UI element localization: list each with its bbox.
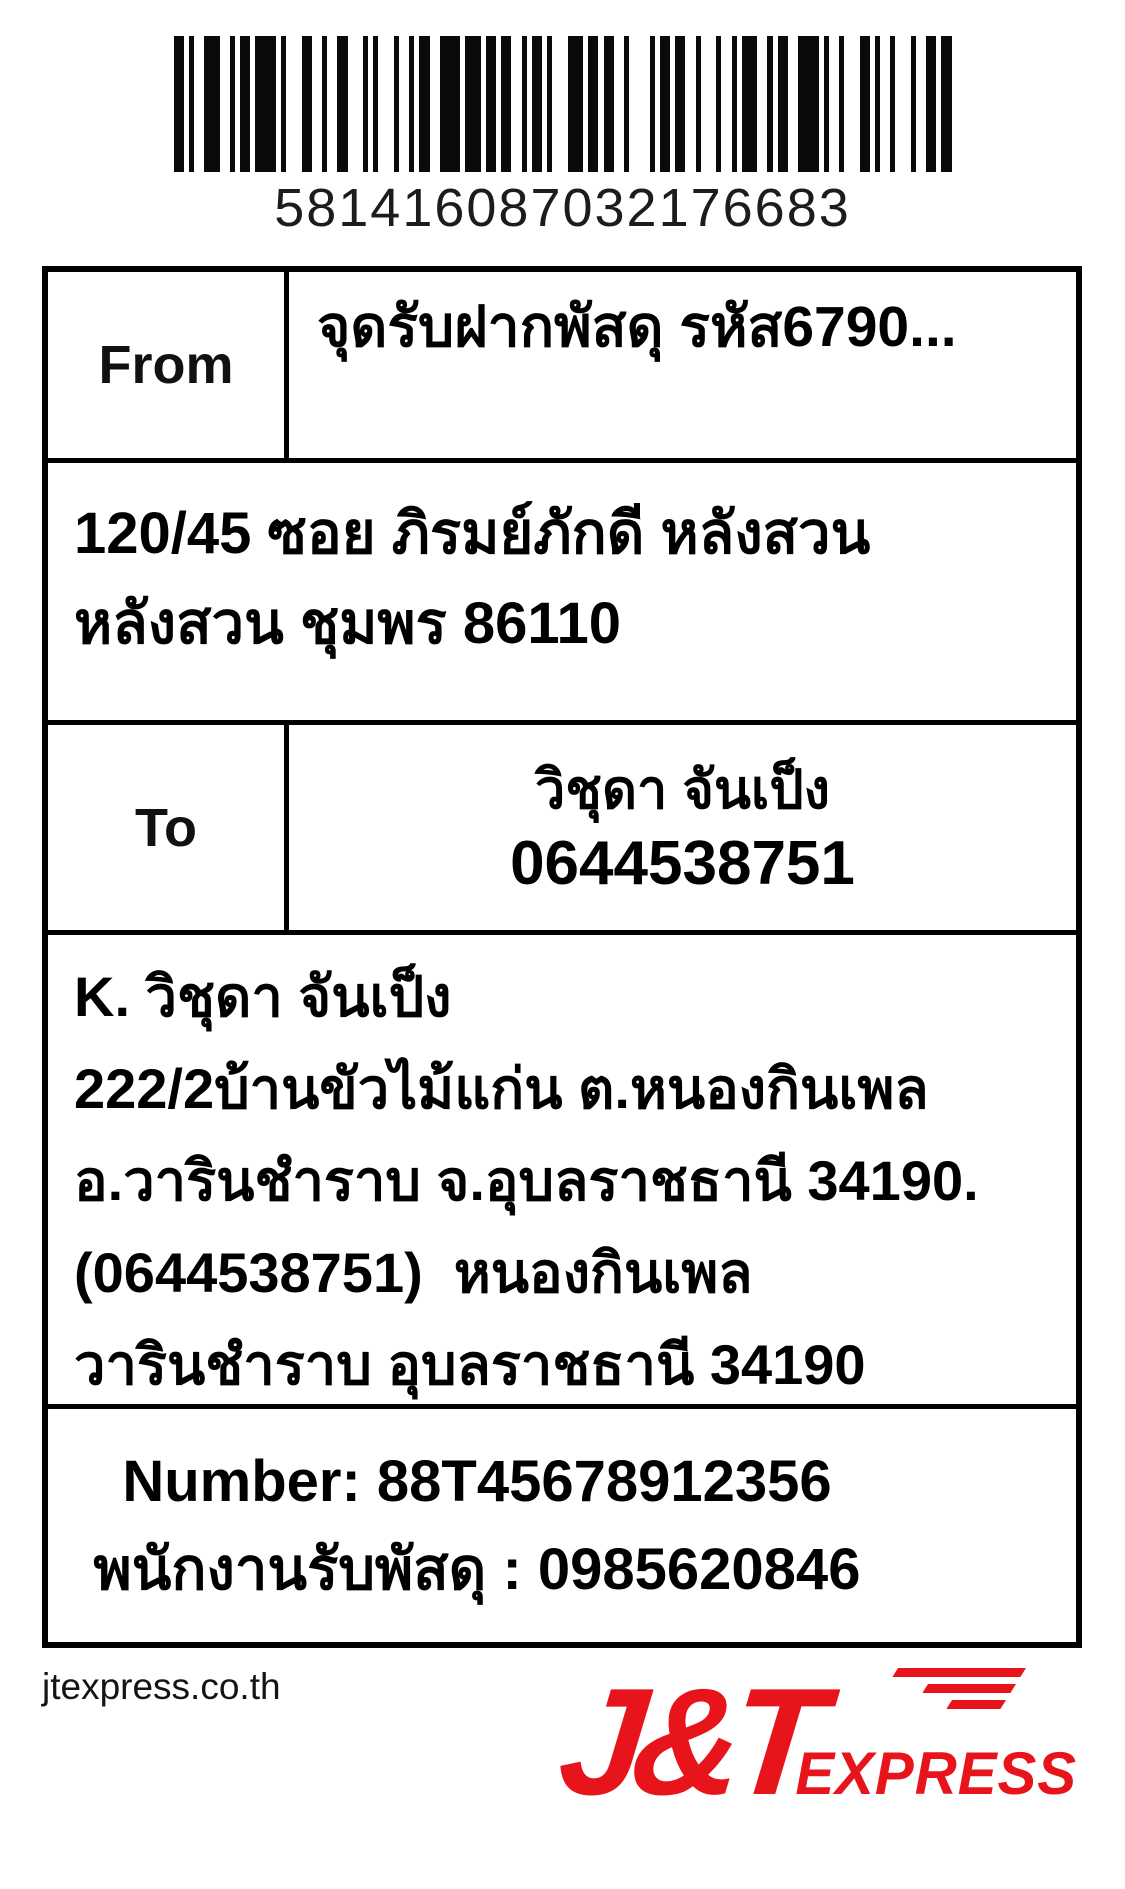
tracking-number-row [48, 1404, 1076, 1642]
from-row [48, 272, 1076, 458]
barcode-number: 581416087032176683 [274, 178, 851, 238]
sender-address-line2: หลังสวน ชุมพร 86110 [74, 591, 622, 656]
recipient-name: วิชุดา จันเป็ง [534, 759, 831, 820]
website-url: jtexpress.co.th [42, 1666, 281, 1707]
recipient-phone: 0644538751 [510, 828, 855, 898]
to-label: To [48, 725, 289, 930]
courier-staff-number: พนักงานรับพัสดุ : 0985620846 [93, 1536, 861, 1602]
barcode [174, 36, 952, 172]
speed-lines-icon [846, 1668, 1026, 1716]
tracking-number: Number: 88T45678912356 [122, 1448, 832, 1514]
recipient-address-row [48, 930, 1076, 1404]
shipping-label-table [42, 266, 1082, 1648]
express-wordmark: EXPRESS [794, 1740, 1077, 1807]
jt-express-logo [552, 1657, 1081, 1827]
recipient-address-line: (0644538751) หนองกินเพล [74, 1241, 753, 1304]
recipient-address-line: K. วิชุดา จันเป็ง [74, 965, 452, 1028]
recipient-address-line: วารินชำราบ อุบลราชธานี 34190 [74, 1333, 866, 1396]
from-value: จุดรับฝากพัสดุ รหัส6790... [317, 295, 957, 359]
recipient-address-line: อ.วารินชำราบ จ.อุบลราชธานี 34190. [74, 1149, 979, 1212]
footer [0, 1657, 1125, 1827]
sender-address-row [48, 458, 1076, 720]
jt-wordmark: J&T [552, 1657, 822, 1827]
to-row [48, 720, 1076, 930]
recipient-address-line: 222/2บ้านขัวไม้แก่น ต.หนองกินเพล [74, 1057, 929, 1120]
sender-address-line1: 120/45 ซอย ภิรมย์ภักดี หลังสวน [74, 501, 871, 566]
from-label: From [48, 272, 289, 458]
to-value [289, 725, 1076, 930]
